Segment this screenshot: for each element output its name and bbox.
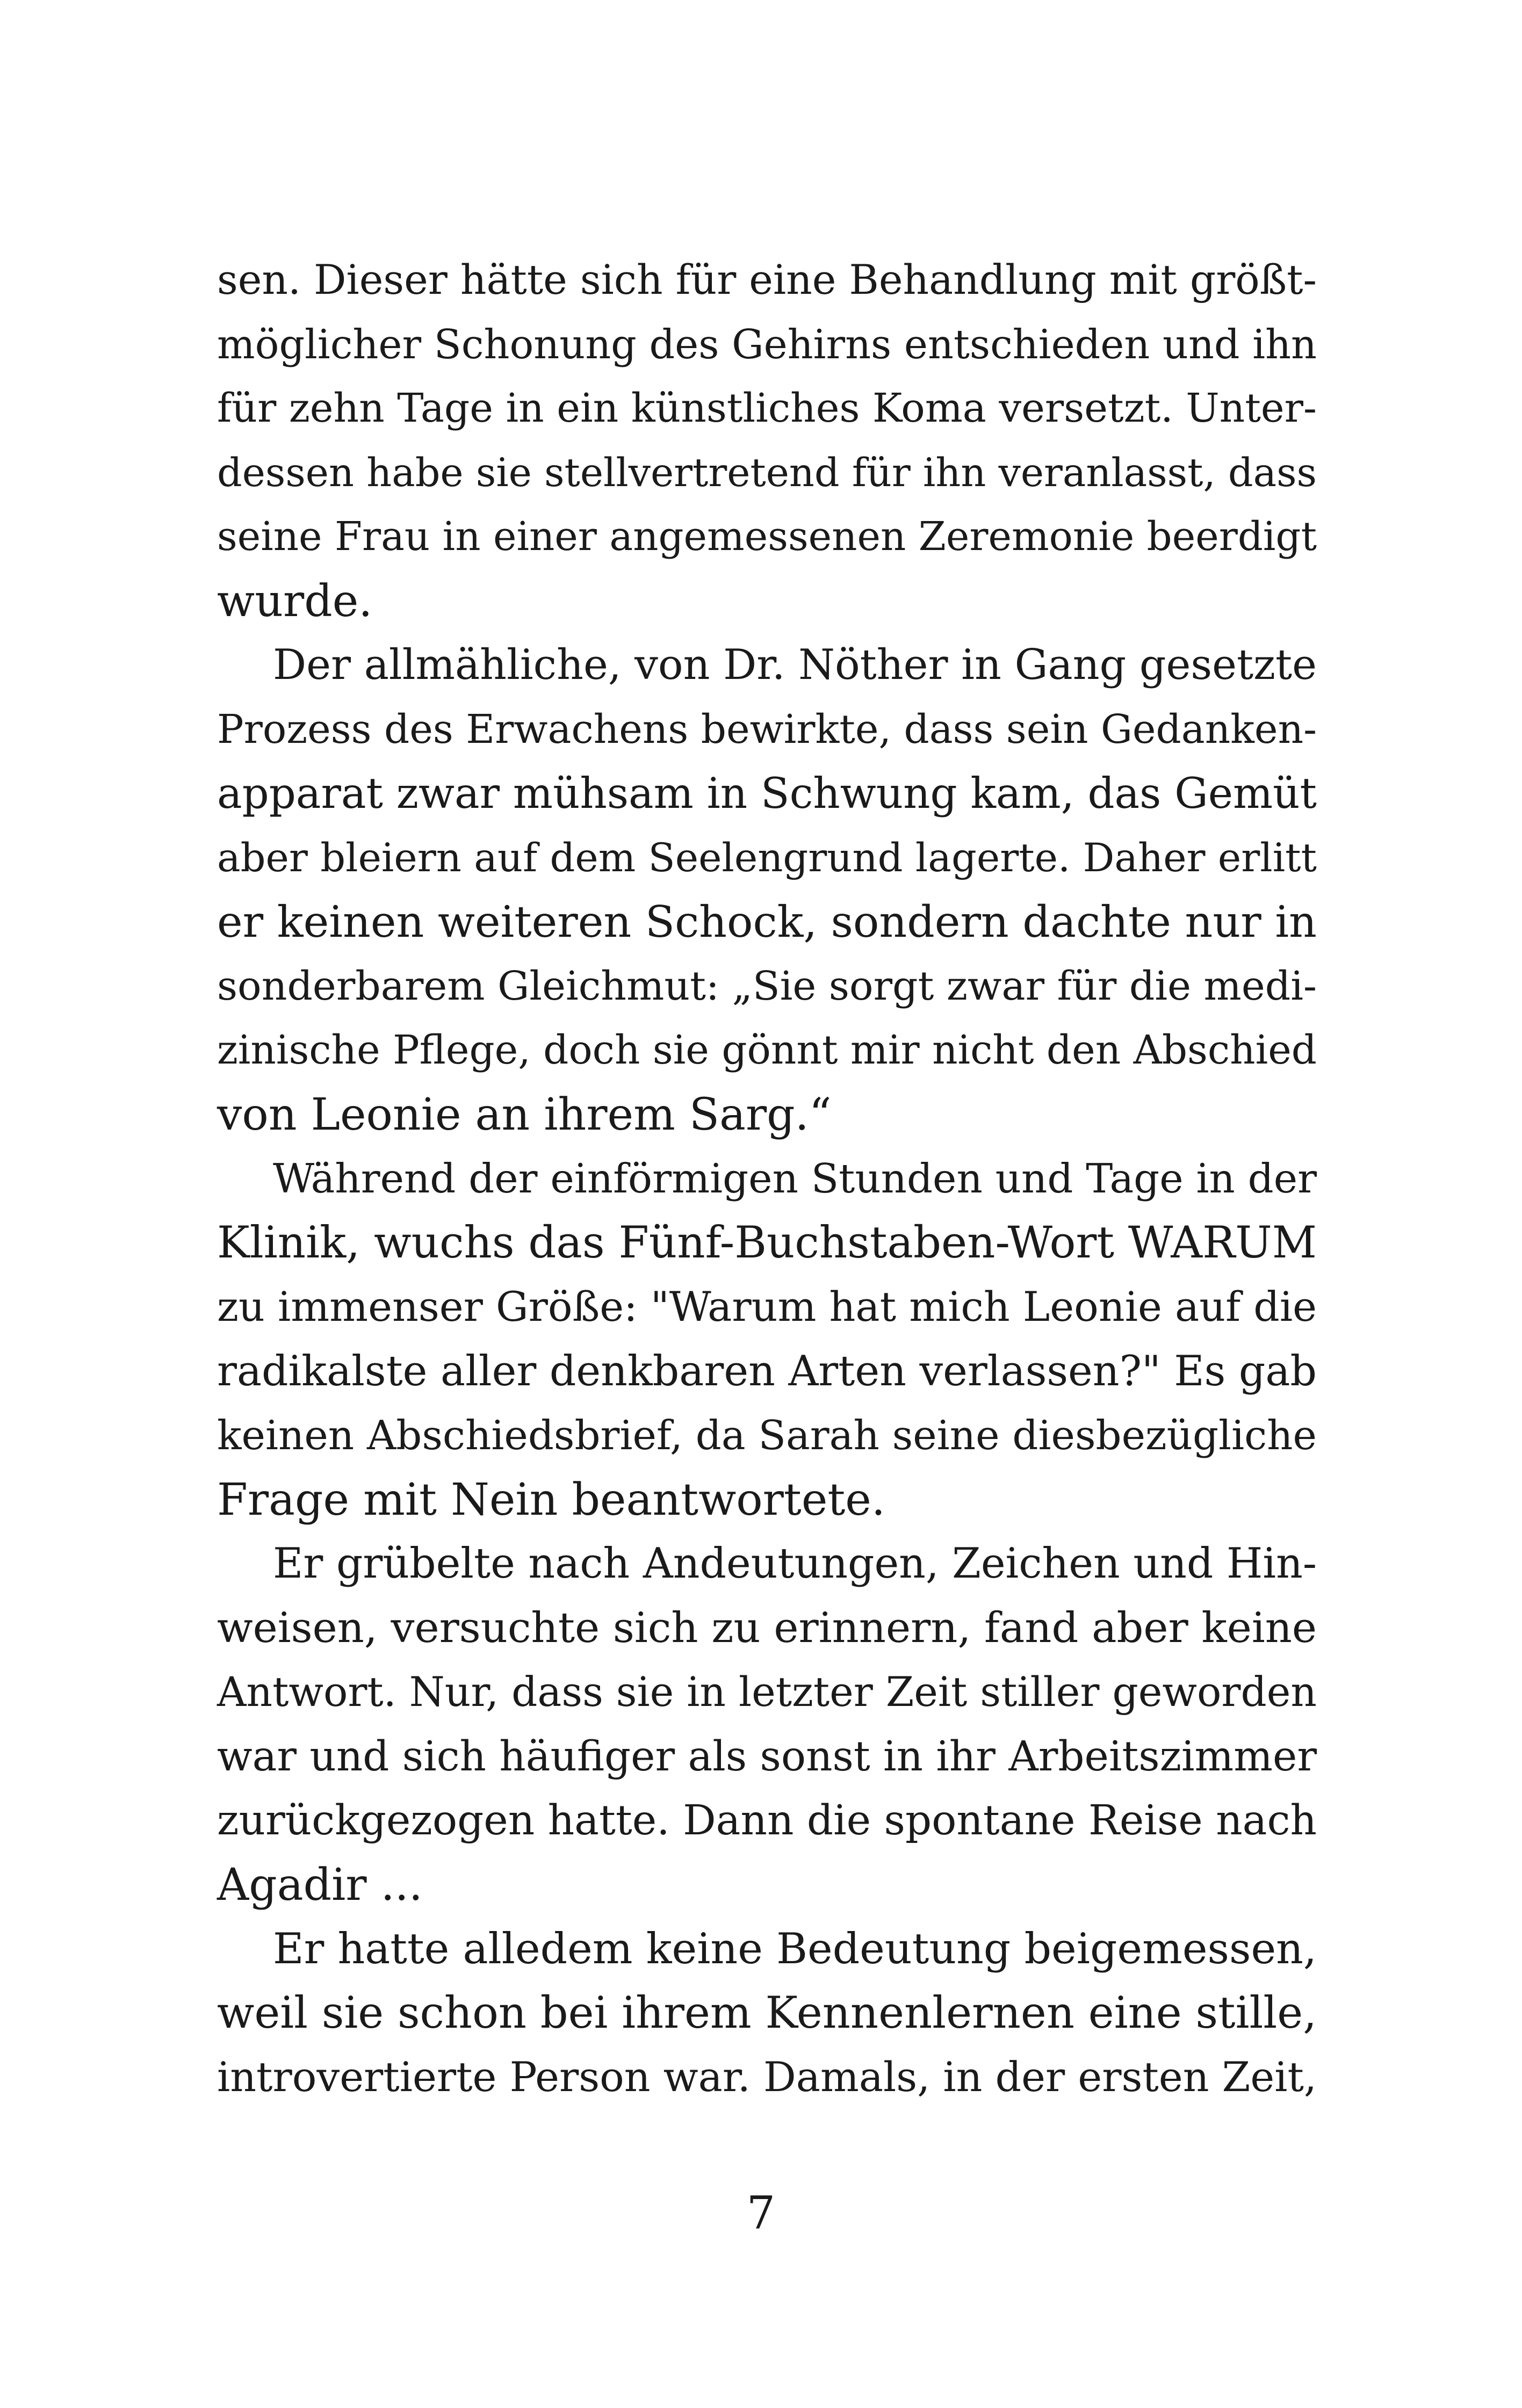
text-line: von Leonie an ihrem Sarg.“	[217, 1089, 832, 1140]
text-line: möglicher Schonung des Gehirns entschieden und ihn	[217, 321, 1317, 368]
text-line: zinische Pflege, doch sie gönnt mir nicht den Abschied	[217, 1028, 1317, 1073]
text-line: weil sie schon bei ihrem Kennenlernen eine stille,	[217, 1987, 1317, 2038]
text-line: zu immenser Größe: "Warum hat mich Leonie auf die	[217, 1283, 1317, 1330]
text-line: dessen habe sie stellvertretend für ihn veranlasst, dass	[217, 450, 1317, 496]
paragraph-first-line: Er hatte alledem keine Bedeutung beigemessen,	[273, 1924, 1317, 1973]
text-line: radikalste aller denkbaren Arten verlassen?" Es gab	[217, 1347, 1317, 1395]
text-line: wurde.	[217, 575, 373, 627]
paragraph-first-line: Der allmähliche, von Dr. Nöther in Gang gesetzte	[273, 641, 1317, 689]
text-line: Antwort. Nur, dass sie in letzter Zeit stiller geworden	[217, 1668, 1317, 1716]
text-line: sonderbarem Gleichmut: „Sie sorgt zwar für die medi-	[217, 963, 1317, 1009]
text-line: für zehn Tage in ein künstliches Koma versetzt. Unter-	[217, 385, 1317, 431]
text-line: er keinen weiteren Schock, sondern dachte nur in	[217, 896, 1317, 947]
paragraph-first-line: Während der einförmigen Stunden und Tage in der	[273, 1155, 1317, 1202]
text-line: weisen, versuchte sich zu erinnern, fand aber keine	[217, 1603, 1317, 1652]
text-line: Klinik, wuchs das Fünf-Buchstaben-Wort WARUM	[217, 1217, 1317, 1268]
text-line: zurückgezogen hatte. Dann die spontane Reise nach	[217, 1797, 1317, 1845]
text-line: Prozess des Erwachens bewirkte, dass sein Gedanken-	[217, 706, 1317, 753]
text-line: Frage mit Nein beantwortete.	[217, 1474, 885, 1525]
text-line: aber bleiern auf dem Seelengrund lagerte. Daher erlitt	[217, 835, 1317, 881]
text-line: Agadir ...	[217, 1859, 423, 1911]
body-text	[217, 248, 1317, 2110]
text-line: keinen Abschiedsbrief, da Sarah seine diesbezügliche	[217, 1412, 1317, 1459]
paragraph-first-line: Er grübelte nach Andeutungen, Zeichen und Hin-	[273, 1539, 1317, 1588]
text-line: war und sich häufiger als sonst in ihr Arbeitszimmer	[217, 1732, 1317, 1781]
text-line: introvertierte Person war. Damals, in der ersten Zeit,	[217, 2053, 1317, 2101]
text-line: apparat zwar mühsam in Schwung kam, das Gemüt	[217, 769, 1317, 818]
text-line: sen. Dieser hätte sich für eine Behandlung mit größt-	[217, 256, 1317, 303]
text-line: seine Frau in einer angemessenen Zeremonie beerdigt	[217, 514, 1317, 560]
page-number: 7	[746, 2187, 776, 2239]
